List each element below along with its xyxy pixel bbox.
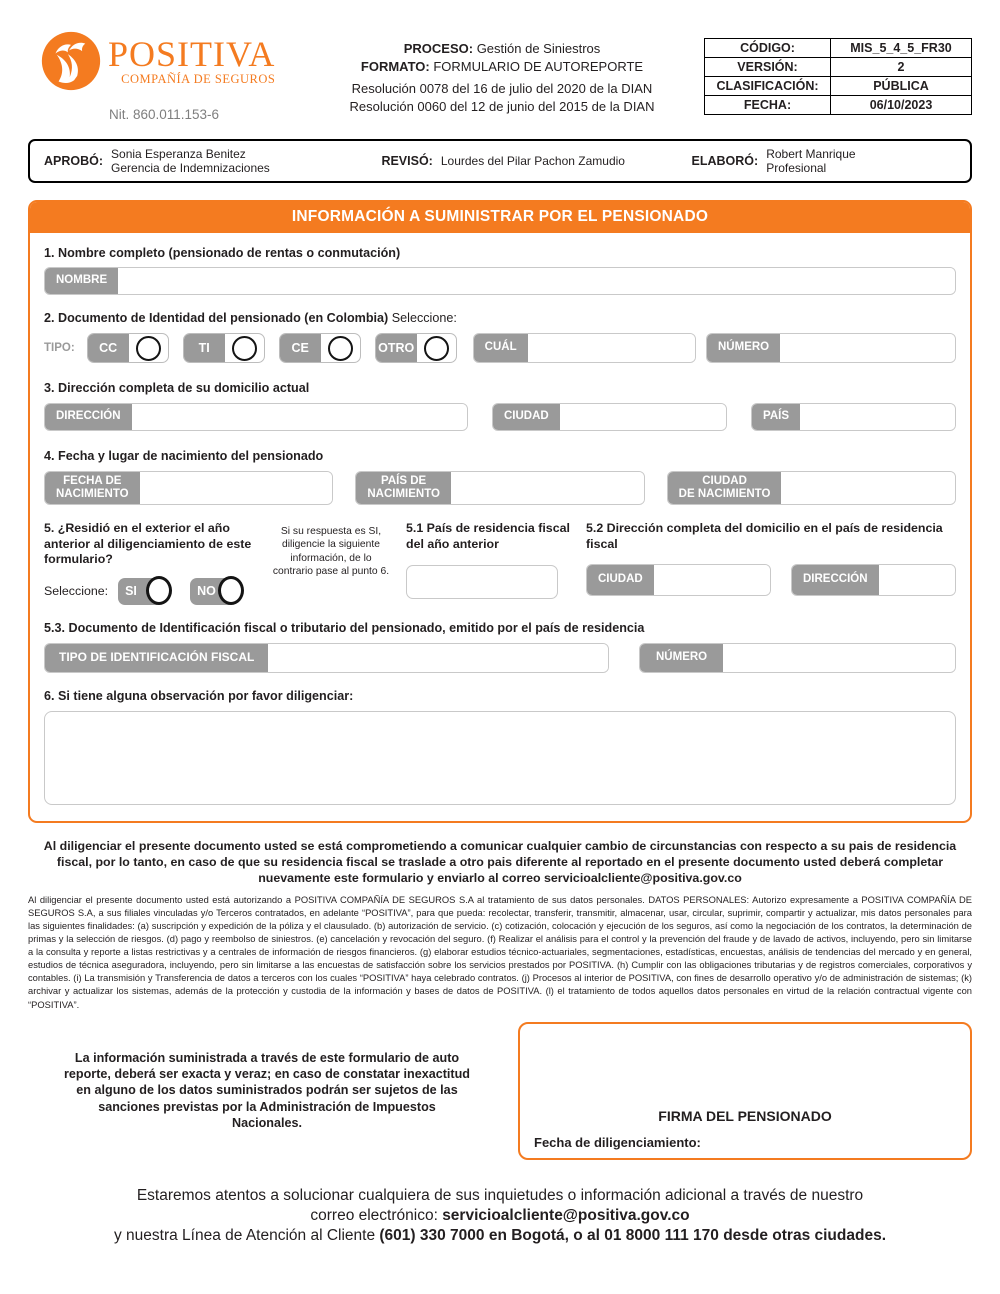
radio-otro[interactable] <box>375 333 457 363</box>
clasificacion-label: CLASIFICACIÓN: <box>705 77 831 96</box>
nombre-field <box>44 267 956 295</box>
formato-value: FORMULARIO DE AUTOREPORTE <box>433 58 644 74</box>
nombre-tag: NOMBRE <box>45 268 118 294</box>
radio-si[interactable] <box>118 578 164 605</box>
reviso-label: REVISÓ: <box>381 153 433 168</box>
direccion-field <box>44 403 468 431</box>
ciudad-tag: CIUDAD <box>493 404 560 430</box>
numero-documento-field <box>706 333 956 363</box>
footer-phone: (601) 330 7000 en Bogotá, o al 01 8000 111 170 desde otras ciudades. <box>379 1227 887 1245</box>
ciudad-nacimiento-input[interactable] <box>781 472 955 504</box>
fecha-nacimiento-input[interactable] <box>140 472 333 504</box>
q6-label: 6. Si tiene alguna observación por favor diligenciar: <box>44 688 354 703</box>
footer-phone-prefix: y nuestra Línea de Atención al Cliente <box>113 1227 380 1245</box>
ciudad-input[interactable] <box>560 404 726 430</box>
reviso-group <box>381 154 691 169</box>
pais-tag: PAÍS <box>752 404 800 430</box>
clasificacion-value: PÚBLICA <box>831 77 972 96</box>
table-row <box>705 77 972 96</box>
form-title-banner: INFORMACIÓN A SUMINISTRAR POR EL PENSIONADO <box>30 202 970 233</box>
nombre-input[interactable] <box>118 268 955 294</box>
fecha-label: FECHA: <box>705 96 831 115</box>
q1-label: 1. Nombre completo (pensionado de rentas o conmutación) <box>44 246 401 260</box>
elaboro-name: Robert Manrique <box>766 146 856 161</box>
footer-email: servicioalcliente@positiva.gov.co <box>442 1207 690 1225</box>
ciudad-fiscal-input[interactable] <box>654 565 770 595</box>
table-row <box>705 39 972 58</box>
contact-footer <box>28 1186 972 1247</box>
q3-label: 3. Dirección completa de su domicilio actual <box>44 381 310 395</box>
proceso-label: PROCESO: <box>403 41 474 56</box>
signature-box[interactable] <box>518 1022 972 1160</box>
pensioner-info-form <box>28 200 972 823</box>
tipo-identificacion-fiscal-input[interactable] <box>268 644 608 672</box>
q53-label: 5.3. Documento de Identificación fiscal o tributario del pensionado, emitido por el país de residencia <box>44 620 645 635</box>
direccion-input[interactable] <box>132 404 467 430</box>
pais-field <box>751 403 956 431</box>
cual-input[interactable] <box>528 334 695 362</box>
brand-name: POSITIVA <box>108 34 276 74</box>
tipo-identificacion-fiscal-tag: TIPO DE IDENTIFICACIÓN FISCAL <box>45 644 268 672</box>
q2-seleccione-label: Seleccione: <box>391 311 457 325</box>
positiva-logo <box>28 30 300 122</box>
numero-documento-input[interactable] <box>780 334 955 362</box>
direccion-fiscal-field <box>791 564 956 596</box>
q4-label: 4. Fecha y lugar de nacimiento del pensionado <box>44 449 324 463</box>
ciudad-nacimiento-field: CIUDAD DE NACIMIENTO <box>667 471 956 505</box>
aprobo-role: Gerencia de Indemnizaciones <box>111 161 270 175</box>
privacy-paragraph: Al diligenciar el presente documento usted está autorizando a POSITIVA COMPAÑÍA DE SEGUROS S.A al tratamiento de sus datos personales. DATOS PERSONALES: Autorizo expresamente a POSITIVA COMPAÑÍA DE SEGUROS S.A, a sus filiales vinculadas y/o Terceros contratados, en adelante “POSITIVA”, para que pueda: recolectar, transferir, transmitir, almacenar, usar, circular, suprimir, compartir y actualizar, mis datos personales para las siguientes finalidades: (a) suscripción y expedición de la póliza y el clausulado. (b) autorización de servicio. (c) cotización, colocación y ejecución de los seguros, así como la negociación de los contratos, la determinación de primas y la selección de riesgos. (d) pago y reembolso de siniestros. (e) cancelación y revocación del seguro. (f) Realizar el análisis para el control y la prevención del fraude y de lavado de activos, incluyendo, pero sin limitarse a la consulta y reporte a listas restrictivas y a centrales de información de riesgos financieros. (g) elaborar estudios técnico-actuariales, segmentaciones, estadísticas, encuestas, análisis de tendencias del mercado y en general, estudios de técnica aseguradora, incluyendo, pero sin limitarse a las encuestas de satisfacción sobre los servicios prestados por POSITIVA. (h) Cumplir con las obligaciones tributarias y de registros comerciales, corporativos y contables. (i) La transmisión y Transferencia de datos a terceros con los cuales “POSITIVA” haya celebrado contratos. (j) Procesos al interior de POSITIVA, con fines de desarrollo operativo y/o de administración de sistemas; (k) archivar y actualizar los sistemas, además de la protección y custodia de la información y bases de datos de POSITIVA. (l) el tratamiento de todos aquellos datos personales en virtud de la relación contractual vigente con “POSITIVA”. <box>28 894 972 1010</box>
numero-fiscal-field <box>639 643 956 673</box>
document-header <box>28 30 972 122</box>
pais-residencia-fiscal-input[interactable] <box>406 565 558 599</box>
otro-label: OTRO <box>376 334 417 362</box>
numero-fiscal-tag: NÚMERO <box>640 644 723 672</box>
table-row <box>705 96 972 115</box>
approval-bar <box>28 139 972 183</box>
nit-number: Nit. 860.011.153-6 <box>108 107 220 122</box>
radio-circle-icon[interactable] <box>218 576 244 605</box>
radio-circle-icon[interactable] <box>321 334 360 362</box>
radio-circle-icon[interactable] <box>129 334 168 362</box>
elaboro-group <box>692 147 956 176</box>
aprobo-group <box>44 147 381 176</box>
positiva-logo-icon <box>40 30 102 97</box>
ti-label: TI <box>184 334 225 362</box>
fecha-diligenciamiento-label: Fecha de diligenciamiento: <box>534 1134 701 1150</box>
direccion-fiscal-tag: DIRECCIÓN <box>792 565 879 595</box>
table-row <box>705 58 972 77</box>
fecha-value: 06/10/2023 <box>831 96 972 115</box>
commitment-paragraph: Al diligenciar el presente documento usted se está comprometiendo a comunicar cualquier cambio de circunstancias con respecto a su pais de residencia fiscal, por lo tanto, en caso de que su residencia fiscal se traslade a otro pais diferente al reportado en el presente documento usted deberá completar nuevamente este formulario y enviarlo al correo servicioalcliente@positiva.gov.co <box>43 838 957 885</box>
numero-tag: NÚMERO <box>707 334 780 362</box>
elaboro-label: ELABORÓ: <box>691 153 759 168</box>
pais-input[interactable] <box>800 404 955 430</box>
reviso-name: Lourdes del Pilar Pachon Zamudio <box>440 153 625 168</box>
numero-fiscal-input[interactable] <box>723 644 955 672</box>
firma-label: FIRMA DEL PENSIONADO <box>658 1107 832 1124</box>
fecha-nacimiento-tag: FECHA DE <box>63 474 122 487</box>
cual-field <box>473 333 696 363</box>
resolution-2: Resolución 0060 del 12 de junio del 2015 de la DIAN <box>349 98 655 114</box>
pais-nacimiento-tag: PAÍS DE <box>381 474 427 487</box>
q5-question: 5. ¿Residió en el exterior el año anterior al diligenciamiento de este formulario? <box>44 521 252 566</box>
tipo-label: TIPO: <box>44 342 75 354</box>
ciudad-fiscal-field <box>586 564 771 596</box>
version-label: VERSIÓN: <box>705 58 831 77</box>
radio-ti[interactable] <box>183 333 265 363</box>
radio-cc[interactable] <box>87 333 169 363</box>
radio-circle-icon[interactable] <box>225 334 264 362</box>
direccion-fiscal-input[interactable] <box>879 565 955 595</box>
resolution-1: Resolución 0078 del 16 de julio del 2020 de la DIAN <box>351 81 653 97</box>
q5-hint: Si su respuesta es SI, diligencie la siguiente información, de lo contrario pase al punto 6. <box>272 526 390 578</box>
codigo-value: MIS_5_4_5_FR30 <box>831 39 972 58</box>
formato-label: FORMATO: <box>360 58 430 74</box>
version-value: 2 <box>831 58 972 77</box>
radio-circle-icon[interactable] <box>146 576 172 605</box>
si-label: SI <box>125 584 137 598</box>
elaboro-role: Profesional <box>766 161 827 175</box>
q2-label: 2. Documento de Identidad del pensionado (en Colombia) <box>44 311 389 325</box>
brand-tagline: COMPAÑÍA DE SEGUROS <box>121 72 276 87</box>
q5-seleccione-label: Seleccione: <box>44 584 109 598</box>
ciudad-field <box>492 403 727 431</box>
no-label: NO <box>197 584 216 598</box>
footer-line-1: Estaremos atentos a solucionar cualquiera de sus inquietudes o información adicional a través de nuestro <box>136 1186 864 1204</box>
ce-label: CE <box>280 334 321 362</box>
direccion-tag: DIRECCIÓN <box>45 404 132 430</box>
footer-email-prefix: correo electrónico: <box>310 1207 443 1225</box>
observaciones-textarea[interactable] <box>44 711 956 805</box>
aprobo-name: Sonia Esperanza Benitez <box>111 146 246 161</box>
radio-no[interactable] <box>190 578 236 605</box>
proceso-value: Gestión de Siniestros <box>476 41 601 56</box>
ciudad-nacimiento-tag: CIUDAD <box>702 474 747 487</box>
q51-label: 5.1 País de residencia fiscal del año anterior <box>406 521 570 551</box>
pais-nacimiento-input[interactable] <box>451 472 644 504</box>
cual-tag: CUÁL <box>474 334 528 362</box>
accuracy-warning: La información suministrada a través de este formulario de auto reporte, deberá ser exacta y veraz; en caso de constatar inexactitud en alguno de los datos suministrados podrán ser sujetos de las sanciones previstas por la Administración de Impuestos Nacionales. <box>64 1050 470 1131</box>
pais-nacimiento-field: PAÍS DE NACIMIENTO <box>355 471 644 505</box>
ciudad-fiscal-tag: CIUDAD <box>587 565 654 595</box>
aprobo-label: APROBÓ: <box>44 153 104 168</box>
codigo-label: CÓDIGO: <box>705 39 831 58</box>
cc-label: CC <box>88 334 129 362</box>
radio-ce[interactable] <box>279 333 361 363</box>
fecha-nacimiento-field: FECHA DE NACIMIENTO <box>44 471 333 505</box>
tipo-identificacion-fiscal-field <box>44 643 609 673</box>
meta-table <box>704 38 972 115</box>
process-info <box>327 30 677 115</box>
q52-label: 5.2 Dirección completa del domicilio en el país de residencia fiscal <box>586 521 943 551</box>
radio-circle-icon[interactable] <box>417 334 456 362</box>
